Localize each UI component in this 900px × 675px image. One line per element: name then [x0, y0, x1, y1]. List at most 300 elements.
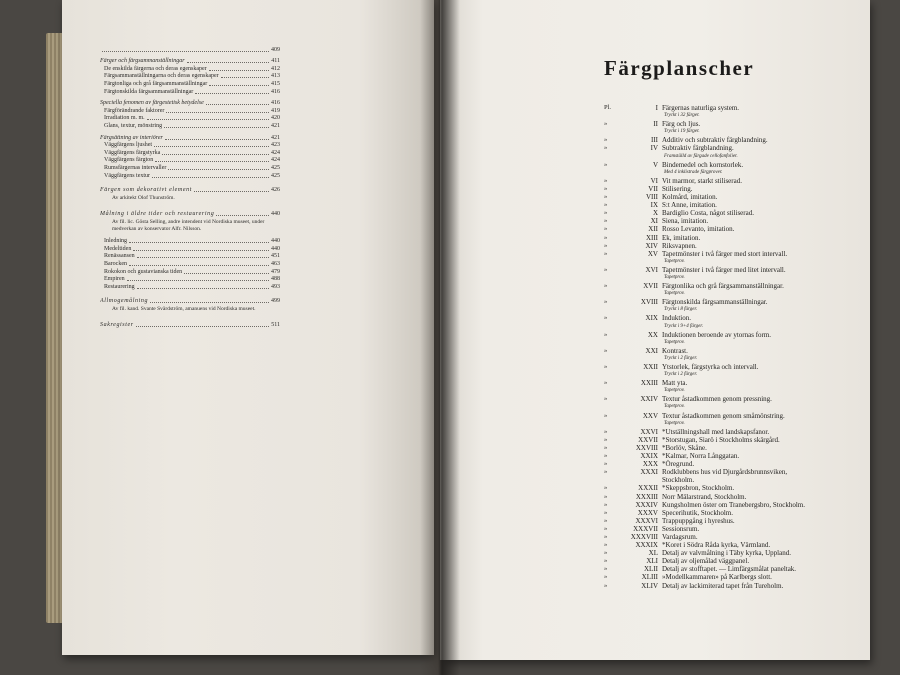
toc-entry-title: Färgsammanställningarna och deras egenskaper: [104, 73, 219, 80]
plate-number: XIV: [645, 241, 658, 250]
toc-entry-title: Renässansen: [104, 253, 135, 260]
toc-entry: [100, 72, 280, 80]
plate-number: XII: [648, 225, 658, 234]
plate-number: XXX: [642, 460, 658, 469]
plate-marker: »: [604, 241, 608, 249]
plate-number: XXXIX: [635, 541, 658, 550]
plate-number: VII: [648, 184, 658, 193]
toc-entry: [100, 114, 280, 122]
toc-dot-leader: [194, 191, 269, 192]
toc-entry: [100, 275, 280, 283]
plate-number: XVIII: [640, 298, 658, 307]
plate-title: Kungsholmen öster om Tranebergsbro, Stockholm.: [662, 500, 805, 509]
plate-title: Stilisering.: [662, 184, 693, 193]
toc-entry: [100, 57, 280, 65]
plate-title: Kontrast.: [662, 346, 688, 355]
toc-page-number: 424: [271, 149, 280, 156]
toc-page-number: 416: [271, 100, 280, 107]
plate-marker: »: [604, 524, 608, 532]
plate-marker: »: [604, 573, 608, 581]
plate-marker: »: [604, 484, 608, 492]
plate-title: Vit marmor, starkt stiliserad.: [662, 176, 742, 185]
plate-number: XLIV: [641, 581, 658, 590]
toc-dot-leader: [165, 139, 269, 140]
plate-title: Trappuppgång i hyreshus.: [662, 516, 735, 525]
plate-number: XXXII: [638, 484, 658, 493]
toc-dot-leader: [129, 242, 269, 243]
table-of-contents: [100, 45, 280, 328]
toc-page-number: 511: [271, 322, 280, 329]
toc-page-number: 424: [271, 157, 280, 164]
plate-number: VIII: [645, 193, 658, 202]
plate-entry: [604, 501, 844, 509]
plate-entry: [604, 428, 844, 436]
toc-dot-leader: [137, 288, 269, 289]
plate-marker: »: [604, 468, 608, 476]
plate-entry: [604, 225, 844, 233]
plate-entry: [604, 250, 844, 258]
plate-note-text: Med 4 inklistrade färgprover.: [664, 169, 723, 175]
plate-number: XXXIV: [635, 500, 658, 509]
toc-dot-leader: [102, 51, 269, 52]
plate-note-text: Tryckt i 19 färger.: [664, 129, 700, 135]
plate-note: [604, 274, 844, 282]
plate-entry: [604, 517, 844, 525]
plate-number: XVII: [643, 282, 658, 291]
toc-entry: [100, 133, 280, 141]
plate-number: XXVI: [640, 427, 658, 436]
plate-entry: [604, 314, 844, 322]
toc-entry-title: Barocken: [104, 261, 127, 268]
plate-marker: »: [604, 508, 608, 516]
plate-entry: [604, 209, 844, 217]
toc-entry-title: Färgtonskilda färgsammanställningar: [104, 88, 194, 95]
plate-note: [604, 339, 844, 347]
plate-entry: [604, 460, 844, 468]
plate-marker: »: [604, 265, 608, 273]
toc-entry: [100, 99, 280, 107]
toc-page-number: 415: [271, 80, 280, 87]
toc-entry-title: Irradiation m. m.: [104, 115, 145, 122]
plate-entry: [604, 363, 844, 371]
plate-entry: [604, 452, 844, 460]
plate-marker: »: [604, 427, 608, 435]
toc-entry: [100, 148, 280, 156]
plate-number: XLI: [646, 557, 658, 566]
plate-title: Stockholm.: [662, 476, 695, 485]
plate-entry: [604, 217, 844, 225]
plate-marker: »: [604, 217, 608, 225]
toc-entry: [100, 186, 280, 194]
plate-marker: »: [604, 314, 608, 322]
plate-marker: »: [604, 557, 608, 565]
plate-entry: [604, 331, 844, 339]
plate-marker: »: [604, 160, 608, 168]
plate-title: Textur åstadkommen genom pressning.: [662, 395, 772, 404]
plate-marker: »: [604, 443, 608, 451]
toc-entry: [100, 244, 280, 252]
plate-number: XIII: [645, 233, 658, 242]
plate-marker: »: [604, 120, 608, 128]
toc-entry: [100, 163, 280, 171]
plate-entry: [604, 104, 844, 112]
plate-title: *Utställningshall med landskapsfanor.: [662, 427, 770, 436]
plate-title: *Storstugan, Siarö i Stockholms skärgård.: [662, 435, 780, 444]
toc-entry-title: Väggfärgens ljushet: [104, 142, 153, 149]
plate-number: V: [652, 160, 658, 169]
toc-page-number: 426: [271, 187, 280, 194]
plate-note: [604, 306, 844, 314]
toc-entry-title: Rumsfärgernas intervaller: [104, 164, 167, 171]
plate-marker: »: [604, 541, 608, 549]
plate-marker: »: [604, 565, 608, 573]
toc-dot-leader: [209, 85, 269, 86]
plate-marker: »: [604, 193, 608, 201]
plate-number: I: [655, 104, 658, 112]
plate-marker: »: [604, 460, 608, 468]
plate-marker: »: [604, 500, 608, 508]
toc-page-number: 440: [271, 245, 280, 252]
plate-marker: »: [604, 330, 608, 338]
toc-dot-leader: [155, 161, 269, 162]
toc-entry: [100, 237, 280, 245]
plate-entry: [604, 193, 844, 201]
toc-entry: [100, 64, 280, 72]
plate-marker: »: [604, 136, 608, 144]
toc-entry: [100, 121, 280, 129]
plate-marker: »: [604, 435, 608, 443]
plate-entry: [604, 234, 844, 242]
plate-marker: »: [604, 452, 608, 460]
toc-entry: [100, 156, 280, 164]
toc-dot-leader: [184, 273, 269, 274]
plate-note-text: Tryckt i 32 färger.: [664, 113, 700, 119]
page-title: Färgplanscher: [604, 56, 755, 80]
toc-entry-title: Inledning: [104, 238, 127, 245]
toc-entry-title: Medeltiden: [104, 245, 132, 252]
plate-note: [604, 153, 844, 161]
plate-entry: [604, 120, 844, 128]
plate-title: S:t Anne, imitation.: [662, 201, 717, 210]
plate-note: [604, 128, 844, 136]
plate-number: IX: [650, 201, 658, 210]
plate-entry: [604, 509, 844, 517]
toc-entry: [100, 45, 280, 53]
plate-entry: [604, 549, 844, 557]
plate-entry: [604, 525, 844, 533]
plate-number: IV: [650, 144, 658, 153]
plate-note-text: Tapetprov.: [664, 291, 685, 297]
plate-title: Detalj av lackimiterad tapet från Tureholm.: [662, 581, 784, 590]
plate-entry: [604, 557, 844, 565]
plate-number: VI: [650, 176, 658, 185]
plate-title: Färg och ljus.: [662, 120, 701, 129]
toc-dot-leader: [209, 70, 269, 71]
toc-page-number: 412: [271, 65, 280, 72]
plate-marker: »: [604, 184, 608, 192]
plate-title: Detalj av stofftapet. — Limfärgsmålat paneltak.: [662, 565, 797, 574]
toc-entry-title: Färgförändrande faktorer: [104, 107, 165, 114]
toc-entry-title: De enskilda färgerna och deras egenskaper: [104, 65, 207, 72]
plate-entry: [604, 468, 844, 476]
plate-title: Siena, imitation.: [662, 217, 709, 226]
plate-note-text: Tryckt i 2 färger.: [664, 372, 698, 378]
toc-entry-title: Väggfärgens textur: [104, 172, 151, 179]
plate-title: Färgernas naturliga system.: [662, 104, 740, 112]
plate-note: [604, 403, 844, 411]
plate-number: XL: [648, 549, 658, 558]
toc-page-number: 423: [271, 142, 280, 149]
plate-entry: [604, 144, 844, 152]
plate-entry: [604, 161, 844, 169]
toc-entry: [100, 171, 280, 179]
plate-number: XV: [647, 249, 658, 258]
plate-title: Ytstorlek, färgstyrka och intervall.: [662, 363, 759, 371]
plate-entry: [604, 201, 844, 209]
plate-title: Färgtonskilda färgsammanställningar.: [662, 298, 768, 307]
toc-page-number: 425: [271, 172, 280, 179]
toc-page-number: 409: [271, 46, 280, 53]
plate-entry: [604, 177, 844, 185]
plate-entry: [604, 185, 844, 193]
plate-entry: [604, 347, 844, 355]
plate-number: XXIV: [640, 395, 658, 404]
plate-number: XI: [650, 217, 658, 226]
toc-page-number: 419: [271, 107, 280, 114]
toc-entry: [100, 267, 280, 275]
plate-note-text: Tapetprov.: [664, 404, 685, 410]
plate-title: Rodklubbens hus vid Djurgårdsbrunnsviken,: [662, 468, 788, 477]
toc-entry: [100, 320, 280, 328]
toc-dot-leader: [164, 127, 269, 128]
plate-note-text: Tryckt i 2 färger.: [664, 355, 698, 361]
toc-page-number: 421: [271, 134, 280, 141]
toc-entry: [100, 282, 280, 290]
plate-title: »Modellkammaren» på Karlbergs slott.: [662, 573, 772, 582]
toc-dot-leader: [168, 169, 269, 170]
toc-entry-title: Färgen som dekorativt element: [100, 187, 192, 194]
plate-marker: »: [604, 549, 608, 557]
plate-note-text: Tapetprov.: [664, 420, 685, 426]
toc-page-number: 451: [271, 253, 280, 260]
plate-title: Induktion.: [662, 314, 691, 323]
plate-marker: »: [604, 209, 608, 217]
plate-marker: »: [604, 176, 608, 184]
plate-marker: »: [604, 249, 608, 257]
plate-title: Matt yta.: [662, 379, 688, 388]
plate-title: Vardagsrum.: [662, 532, 698, 541]
plate-number: XXXV: [637, 508, 658, 517]
toc-page-number: 420: [271, 115, 280, 122]
plate-marker: »: [604, 492, 608, 500]
book-spine: [420, 0, 460, 675]
plate-number: XXXVI: [635, 516, 658, 525]
plate-note: [604, 355, 844, 363]
toc-entry: [100, 79, 280, 87]
toc-entry-title: Färgsättning av interiörer: [100, 134, 163, 141]
toc-entry-title: Speciella fenomen av färgestetisk betydelse: [100, 100, 204, 107]
toc-entry: [100, 252, 280, 260]
plate-note-text: Tapetprov.: [664, 339, 685, 345]
plate-title: Textur åstadkommen genom småmönstring.: [662, 411, 785, 420]
toc-entry-title: Allmogemålning: [100, 298, 149, 305]
toc-entry-title: Färgtonliga och grå färgsammanställningar: [104, 80, 208, 87]
plate-number: XIX: [645, 314, 658, 323]
plate-title: Riksvapnen.: [662, 241, 697, 250]
plate-marker: »: [604, 379, 608, 387]
plate-marker: »: [604, 144, 608, 152]
toc-dot-leader: [221, 77, 269, 78]
plate-number: XXI: [645, 346, 658, 355]
plate-number: XXV: [642, 411, 658, 420]
toc-page-number: 493: [271, 283, 280, 290]
plate-marker: »: [604, 282, 608, 290]
plate-entry: [604, 541, 844, 549]
plate-note-text: Tapetprov.: [664, 274, 685, 280]
toc-dot-leader: [195, 93, 269, 94]
toc-author-note: Av fil. kand. Svante Svärdström, amanuens vid Nordiska museet.: [112, 306, 256, 313]
toc-dot-leader: [137, 257, 269, 258]
plate-entry: [604, 266, 844, 274]
plate-title: Tapetmönster i två färger med litet intervall.: [662, 265, 786, 274]
toc-page-number: 440: [271, 210, 280, 217]
toc-entry-title: Målning i äldre tider och restaurering: [100, 210, 215, 217]
plate-note: [604, 420, 844, 428]
plate-marker: »: [604, 395, 608, 403]
toc-entry-title: Rokokon och gustavianska tiden: [104, 268, 183, 275]
plate-title: Specerihutik, Stockholm.: [662, 508, 733, 517]
plate-note-text: Framställd av färgade cellofanfolier.: [664, 153, 738, 159]
toc-entry: [100, 87, 280, 95]
plate-title: Additiv och subtraktiv färgblandning.: [662, 136, 768, 145]
toc-entry-title: Sakregister: [100, 322, 134, 329]
toc-page-number: 479: [271, 268, 280, 275]
plate-entry: [604, 282, 844, 290]
plate-marker: »: [604, 233, 608, 241]
plate-entry: [604, 533, 844, 541]
plate-entry: [604, 444, 844, 452]
plate-entry: [604, 242, 844, 250]
plate-entry: [604, 493, 844, 501]
plate-entry: [604, 379, 844, 387]
plate-title: Detalj av oljemålad väggpanel.: [662, 557, 750, 566]
plate-marker: Pl.: [604, 104, 612, 111]
plate-list: [604, 104, 844, 590]
toc-dot-leader: [147, 119, 269, 120]
plate-title: *Skeppsbron, Stockholm.: [662, 484, 735, 493]
toc-dot-leader: [152, 177, 269, 178]
toc-entry-title: Restaurering: [104, 283, 135, 290]
plate-entry: [604, 484, 844, 492]
plate-title: Bardiglio Costa, något stiliserad.: [662, 209, 754, 218]
plate-marker: »: [604, 516, 608, 524]
plate-title: Rosso Levanto, imitation.: [662, 225, 735, 234]
toc-dot-leader: [136, 326, 270, 327]
plate-number: XXVII: [638, 435, 658, 444]
plate-number: XX: [647, 330, 658, 339]
toc-dot-leader: [150, 302, 269, 303]
plate-marker: »: [604, 411, 608, 419]
toc-dot-leader: [162, 154, 269, 155]
plate-number: II: [653, 120, 658, 129]
toc-dot-leader: [133, 250, 269, 251]
plate-number: XVI: [645, 265, 658, 274]
plate-note: [604, 387, 844, 395]
toc-dot-leader: [166, 112, 269, 113]
plate-number: XLII: [644, 565, 658, 574]
plate-note-text: Tapetprov.: [664, 258, 685, 264]
plate-entry: [604, 412, 844, 420]
plate-note-text: Tryckt i 8 färger.: [664, 307, 698, 313]
toc-entry-title: Glans, textur, mönstring: [104, 122, 163, 129]
toc-entry: [100, 259, 280, 267]
plate-entry: [604, 136, 844, 144]
toc-entry: [100, 141, 280, 149]
toc-dot-leader: [154, 146, 269, 147]
toc-dot-leader: [127, 280, 269, 281]
toc-entry-title: Väggfärgens färgton: [104, 157, 154, 164]
plate-title: Norr Mälarstrand, Stockholm.: [662, 492, 747, 501]
plate-number: XXXI: [640, 468, 658, 477]
toc-entry: [100, 209, 280, 217]
plate-marker: »: [604, 346, 608, 354]
plate-title: Subtraktiv färgblandning.: [662, 144, 734, 153]
plate-note: [604, 258, 844, 266]
plate-entry: [604, 565, 844, 573]
plate-number: XXXIII: [635, 492, 658, 501]
toc-page-number: 440: [271, 238, 280, 245]
plate-number: XXII: [643, 363, 658, 371]
toc-entry: [100, 106, 280, 114]
plate-note-text: Tryckt i 9+4 färger.: [664, 323, 704, 329]
toc-page-number: 416: [271, 88, 280, 95]
toc-page-number: 411: [271, 58, 280, 65]
toc-page-number: 421: [271, 122, 280, 129]
plate-note: [604, 290, 844, 298]
toc-author-note: Av fil. lic. Gösta Selling, andre intendent vid Nordiska museet, under medverkan av konservator Alfr. Nilsson.: [112, 218, 265, 232]
toc-entry-title: Färger och färgsammanställningar: [100, 58, 185, 65]
plate-note: [604, 371, 844, 379]
toc-page-number: 425: [271, 164, 280, 171]
plate-title: *Borlöv, Skåne.: [662, 443, 707, 452]
plate-entry: [604, 476, 844, 484]
plate-number: X: [652, 209, 658, 218]
toc-entry: [100, 297, 280, 305]
toc-dot-leader: [187, 62, 270, 63]
plate-number: XXIII: [640, 379, 658, 388]
plate-title: Bindemedel och kornstorlek.: [662, 160, 744, 169]
plate-marker: »: [604, 201, 608, 209]
toc-entry-title: Empiren: [104, 276, 125, 283]
plate-number: III: [651, 136, 658, 145]
plate-entry: [604, 573, 844, 581]
toc-dot-leader: [129, 265, 269, 266]
plate-entry: [604, 298, 844, 306]
plate-marker: »: [604, 581, 608, 589]
plate-number: XXIX: [640, 452, 658, 461]
toc-dot-leader: [206, 104, 269, 105]
plate-title: *Kalmar, Norra Långgatan.: [662, 452, 740, 461]
plate-title: Tapetmönster i två färger med stort intervall.: [662, 249, 788, 258]
toc-page-number: 463: [271, 261, 280, 268]
plate-entry: [604, 436, 844, 444]
plate-entry: [604, 582, 844, 590]
plate-number: XXVIII: [635, 443, 658, 452]
plate-entry: [604, 395, 844, 403]
plate-note: [604, 323, 844, 331]
plate-note-text: Tapetprov.: [664, 388, 685, 394]
toc-page-number: 499: [271, 298, 280, 305]
